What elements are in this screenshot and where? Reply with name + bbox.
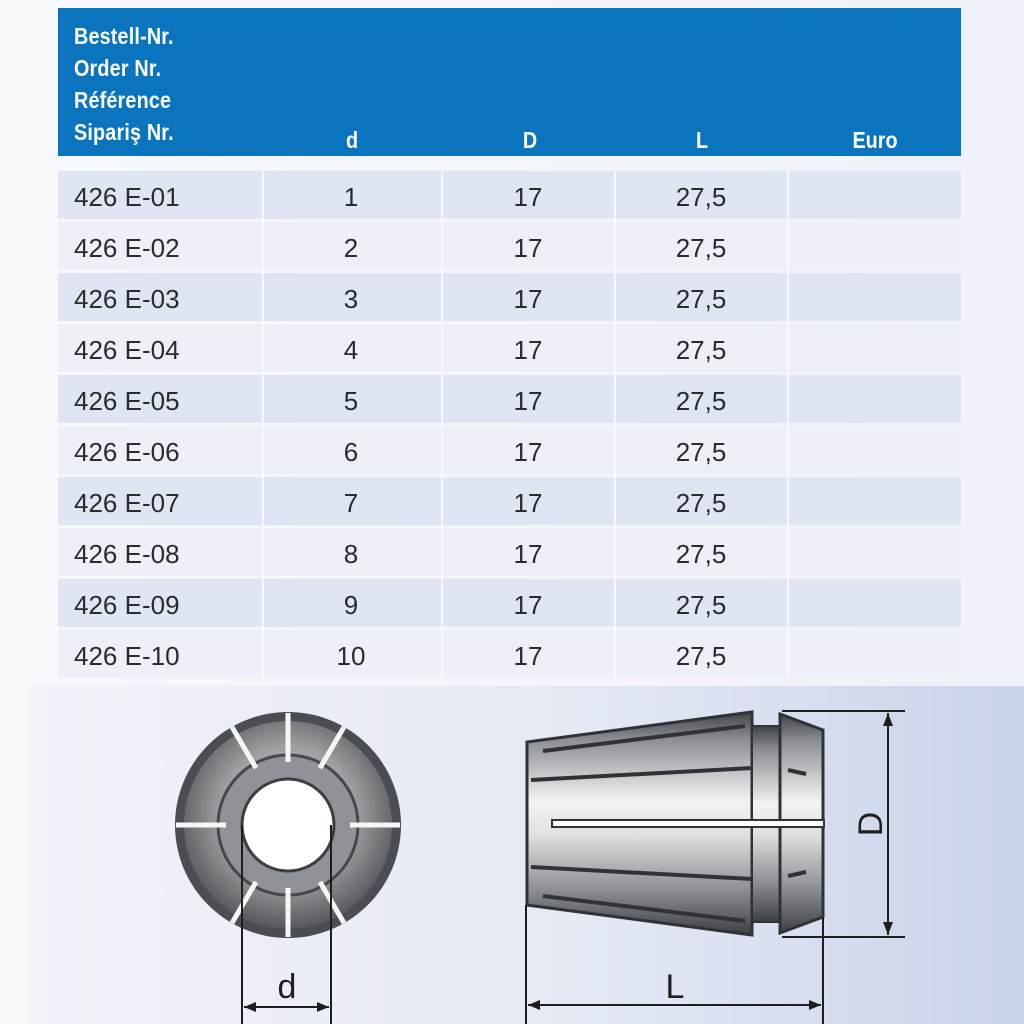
D-dimension-label: D bbox=[852, 811, 890, 837]
collet-bore bbox=[242, 779, 334, 871]
D-cell: 17 bbox=[513, 539, 543, 569]
L-cell: 27,5 bbox=[675, 233, 727, 263]
order-number-cell: 426 E-06 bbox=[74, 437, 180, 467]
D-cell: 17 bbox=[513, 488, 543, 518]
D-arrow-top bbox=[883, 713, 893, 726]
d-cell: 10 bbox=[336, 641, 366, 671]
D-cell: 17 bbox=[513, 182, 543, 212]
order-number-cell: 426 E-10 bbox=[74, 641, 180, 671]
L-cell: 27,5 bbox=[675, 284, 727, 314]
L-dimension-label: L bbox=[665, 968, 685, 1006]
d-dimension-label: d bbox=[277, 968, 297, 1006]
order-number-cell: 426 E-05 bbox=[74, 386, 180, 416]
order-number-cell: 426 E-03 bbox=[74, 284, 180, 314]
D-cell: 17 bbox=[513, 590, 543, 620]
col-header-D: D bbox=[522, 127, 538, 153]
d-cell: 6 bbox=[343, 437, 359, 467]
d-cell: 4 bbox=[343, 335, 359, 365]
D-arrow-bottom bbox=[883, 922, 893, 935]
order-label-fr: Référence bbox=[74, 87, 172, 113]
L-arrow-right bbox=[809, 1000, 821, 1010]
D-cell: 17 bbox=[513, 284, 543, 314]
L-cell: 27,5 bbox=[675, 539, 727, 569]
collet-front-view bbox=[175, 712, 401, 1024]
L-cell: 27,5 bbox=[675, 641, 727, 671]
D-cell: 17 bbox=[513, 233, 543, 263]
collet-through-slot bbox=[552, 820, 824, 827]
d-cell: 1 bbox=[343, 182, 359, 212]
order-number-cell: 426 E-01 bbox=[74, 182, 180, 212]
collet-side-view bbox=[526, 711, 905, 1024]
order-number-cell: 426 E-07 bbox=[74, 488, 180, 518]
D-cell: 17 bbox=[513, 641, 543, 671]
order-number-cell: 426 E-04 bbox=[74, 335, 180, 365]
D-cell: 17 bbox=[513, 335, 543, 365]
order-label-tr: Sipariş Nr. bbox=[74, 119, 174, 145]
d-cell: 7 bbox=[343, 488, 359, 518]
d-cell: 8 bbox=[343, 539, 359, 569]
d-cell: 2 bbox=[343, 233, 359, 263]
col-header-d: d bbox=[345, 127, 359, 153]
L-cell: 27,5 bbox=[675, 488, 727, 518]
order-label-en: Order Nr. bbox=[74, 55, 162, 81]
order-number-cell: 426 E-02 bbox=[74, 233, 180, 263]
L-arrow-left bbox=[528, 1000, 540, 1010]
order-label-de: Bestell-Nr. bbox=[74, 23, 174, 49]
L-cell: 27,5 bbox=[675, 386, 727, 416]
col-header-L: L bbox=[695, 127, 709, 153]
D-cell: 17 bbox=[513, 386, 543, 416]
col-header-euro: Euro bbox=[852, 127, 898, 153]
order-number-cell: 426 E-08 bbox=[74, 539, 180, 569]
d-cell: 3 bbox=[343, 284, 359, 314]
d-cell: 5 bbox=[343, 386, 359, 416]
L-cell: 27,5 bbox=[675, 335, 727, 365]
order-number-cell: 426 E-09 bbox=[74, 590, 180, 620]
L-cell: 27,5 bbox=[675, 182, 727, 212]
d-cell: 9 bbox=[343, 590, 359, 620]
d-arrow-right bbox=[317, 1002, 329, 1012]
L-cell: 27,5 bbox=[675, 437, 727, 467]
L-cell: 27,5 bbox=[675, 590, 727, 620]
d-arrow-left bbox=[244, 1002, 256, 1012]
D-cell: 17 bbox=[513, 437, 543, 467]
